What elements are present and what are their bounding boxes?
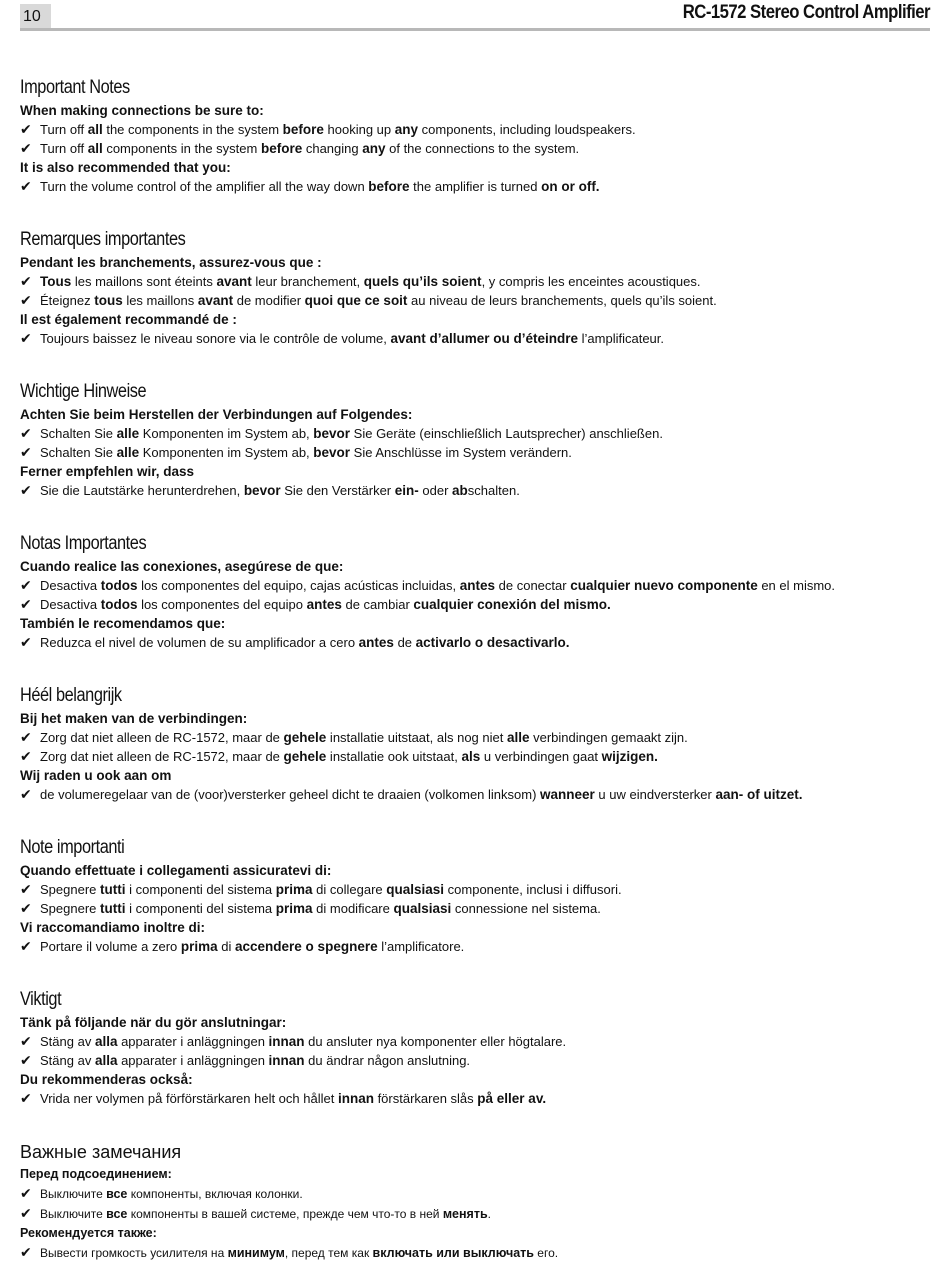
section-italian [20,837,932,956]
item-text: Sie den Verstärker [280,483,395,498]
emphasis-text: all [87,141,103,156]
recommendation-item [20,785,932,804]
item-text: les maillons [122,293,198,308]
emphasis-text: менять [442,1207,488,1221]
checkmark-icon: ✔ [20,1090,32,1106]
item-text: di modificare [312,901,394,916]
item-text: Выключите [40,1187,107,1201]
checkmark-icon: ✔ [20,444,32,460]
section-french [20,229,932,348]
checkmark-icon: ✔ [20,482,32,498]
emphasis-text: qualsiasi [386,882,445,897]
section-dutch [20,685,932,804]
item-text: di collegare [312,882,387,897]
emphasis-text: antes [306,597,342,612]
item-text: components, including loudspeakers. [418,122,636,137]
checklist-item [20,1051,932,1070]
item-text: los componentes del equipo [137,597,307,612]
checklist-item [20,120,932,139]
recommendation-heading: Wij raden u ook aan om [20,768,172,783]
emphasis-text: accendere o spegnere [235,939,378,954]
emphasis-text: wijzigen. [601,749,658,764]
item-text: l’amplificatore. [377,939,465,954]
section-spanish [20,533,932,652]
item-text: componente, inclusi i diffusori. [444,882,622,897]
checklist-item [20,880,932,899]
emphasis-text: tutti [100,882,126,897]
section-title: Viktigt [20,989,62,1010]
checklist-item [20,595,932,614]
emphasis-text: before [368,179,410,194]
recommendation-heading: Vi raccomandiamo inoltre di: [20,920,206,935]
emphasis-text: alle [116,426,140,441]
emphasis-text: все [106,1187,128,1201]
emphasis-text: qualsiasi [393,901,452,916]
emphasis-text: antes [459,578,496,593]
item-text: de cambiar [341,597,414,612]
checkmark-icon: ✔ [20,1244,32,1260]
checklist-item [20,1204,932,1224]
recommendation-item [20,481,932,500]
recommendation-heading: También le recomendamos que: [20,616,226,631]
emphasis-text: on or off. [541,179,600,194]
item-text: au niveau de leurs branchements, quels qu’ils soient. [407,293,717,308]
emphasis-text: avant [197,293,234,308]
recommendation-item [20,633,932,652]
checkmark-icon: ✔ [20,938,32,954]
item-text: installatie uitstaat, als nog niet [326,730,507,745]
connection-instructions-heading: When making connections be sure to: [20,103,264,118]
emphasis-text: prima [275,882,313,897]
item-text: the components in the system [102,122,283,137]
recommendation-item [20,1243,932,1263]
checkmark-icon: ✔ [20,1185,32,1201]
item-text: l’amplificateur. [578,331,665,346]
section-russian [20,1141,932,1263]
connection-instructions-heading: Bij het maken van de verbindingen: [20,711,248,726]
item-text: de volumeregelaar van de (voor)versterker geheel dicht te draaien (volkomen linksom) [40,787,541,802]
checklist-item [20,576,932,595]
section-title: Remarques importantes [20,229,186,250]
item-text: leur branchement, [251,274,364,289]
item-text: Sie die Lautstärke herunterdrehen, [40,483,244,498]
connection-instructions-heading: Achten Sie beim Herstellen der Verbindungen auf Folgendes: [20,407,413,422]
item-text: de conectar [495,578,571,593]
connection-instructions-heading: Tänk på följande när du gör anslutningar: [20,1015,287,1030]
item-text: Spegnere [40,901,100,916]
emphasis-text: aan- of uitzet. [715,787,803,802]
section-title: Note importanti [20,837,125,858]
item-text: du ändrar någon anslutning. [304,1053,471,1068]
section-title: Notas Importantes [20,533,147,554]
item-text: Spegnere [40,882,100,897]
emphasis-text: any [394,122,419,137]
item-text: Komponenten im System ab, [139,426,314,441]
item-text: , перед тем как [284,1246,373,1260]
emphasis-text: Tous [40,274,72,289]
checkmark-icon: ✔ [20,121,32,137]
checkmark-icon: ✔ [20,273,32,289]
item-text: компоненты в вашей системе, прежде чем что-то в ней [127,1207,443,1221]
item-text: Schalten Sie [40,445,117,460]
item-text: Turn the volume control of the amplifier all the way down [40,179,369,194]
recommendation-heading: It is also recommended that you: [20,160,231,175]
item-text: oder [418,483,453,498]
item-text: Portare il volume a zero [40,939,181,954]
checklist-item [20,443,932,462]
emphasis-text: bevor [313,445,351,460]
section-german [20,381,932,500]
checkmark-icon: ✔ [20,729,32,745]
emphasis-text: quels qu’ils soient [363,274,482,289]
emphasis-text: все [106,1207,128,1221]
checklist-item [20,291,932,310]
checkmark-icon: ✔ [20,140,32,156]
emphasis-text: cualquier nuevo componente [570,578,758,593]
checklist-item [20,272,932,291]
item-text: Reduzca el nivel de volumen de su amplificador a cero [40,635,359,650]
checkmark-icon: ✔ [20,596,32,612]
item-text: components in the system [102,141,261,156]
recommendation-item [20,329,932,348]
section-swedish [20,989,932,1108]
emphasis-text: включать или выключать [372,1246,534,1260]
recommendation-heading: Il est également recommandé de : [20,312,237,327]
item-text: Komponenten im System ab, [139,445,314,460]
checklist-item [20,424,932,443]
section-title: Héél belangrijk [20,685,122,706]
emphasis-text: todos [100,578,138,593]
item-text: Sie Geräte (einschließlich Lautsprecher) anschließen. [350,426,663,441]
section-title: Important Notes [20,77,130,98]
emphasis-text: quoi que ce soit [304,293,408,308]
item-text: Desactiva [40,578,101,593]
emphasis-text: alla [94,1053,118,1068]
emphasis-text: antes [358,635,394,650]
item-text: en el mismo. [757,578,836,593]
recommendation-heading: Du rekommenderas också: [20,1072,193,1087]
item-text: the amplifier is turned [409,179,542,194]
emphasis-text: tous [94,293,123,308]
item-text: Sie Anschlüsse im System verändern. [350,445,572,460]
checkmark-icon: ✔ [20,881,32,897]
item-text: di [217,939,236,954]
item-text: changing [302,141,363,156]
emphasis-text: alle [116,445,140,460]
item-text: Turn off [40,122,88,137]
emphasis-text: activarlo o desactivarlo. [415,635,570,650]
checkmark-icon: ✔ [20,330,32,346]
checkmark-icon: ✔ [20,634,32,650]
emphasis-text: before [260,141,303,156]
item-text: . [487,1207,492,1221]
emphasis-text: cualquier conexión del mismo. [413,597,611,612]
item-text: Éteignez [40,293,95,308]
emphasis-text: prima [275,901,313,916]
item-text: его. [533,1246,559,1260]
item-text: de modifier [233,293,305,308]
recommendation-heading: Ferner empfehlen wir, dass [20,464,195,479]
emphasis-text: bevor [243,483,281,498]
section-title: Важные замечания [20,1142,182,1162]
connection-instructions-heading: Quando effettuate i collegamenti assicuratevi di: [20,863,332,878]
emphasis-text: todos [100,597,138,612]
item-text: u verbindingen gaat [480,749,602,764]
item-text: les maillons sont éteints [71,274,217,289]
item-text: Выключите [40,1207,107,1221]
section-title: Wichtige Hinweise [20,381,147,402]
checklist-item [20,1184,932,1204]
emphasis-text: before [282,122,324,137]
recommendation-item [20,1089,932,1108]
item-text: Toujours baissez le niveau sonore via le contrôle de volume, [40,331,391,346]
item-text: Stäng av [40,1053,95,1068]
checkmark-icon: ✔ [20,748,32,764]
item-text: hooking up [323,122,395,137]
emphasis-text: avant d’allumer ou d’éteindre [390,331,579,346]
emphasis-text: innan [268,1034,305,1049]
emphasis-text: bevor [313,426,351,441]
page-number: 10 [20,4,51,28]
connection-instructions-heading: Перед подсоединением: [20,1167,172,1181]
item-text: i componenti del sistema [125,882,276,897]
item-text: apparater i anläggningen [117,1053,269,1068]
checkmark-icon: ✔ [20,1205,32,1221]
emphasis-text: als [461,749,481,764]
emphasis-text: wanneer [540,787,595,802]
item-text: i componenti del sistema [125,901,276,916]
checkmark-icon: ✔ [20,1033,32,1049]
item-text: connessione nel sistema. [451,901,601,916]
emphasis-text: any [362,141,386,156]
checklist-item [20,747,932,766]
item-text: installatie ook uitstaat, [326,749,462,764]
recommendation-item [20,177,932,196]
emphasis-text: минимум [227,1246,285,1260]
emphasis-text: ab [452,483,468,498]
item-text: los componentes del equipo, cajas acústicas incluidas, [137,578,460,593]
item-text: Вывести громкость усилителя на [40,1246,228,1260]
emphasis-text: all [87,122,103,137]
item-text: de [393,635,416,650]
emphasis-text: ein- [394,483,419,498]
item-text: förstärkaren slås [373,1091,478,1106]
recommendation-item [20,937,932,956]
checkmark-icon: ✔ [20,178,32,194]
checkmark-icon: ✔ [20,577,32,593]
checkmark-icon: ✔ [20,786,32,802]
page-header [20,0,930,34]
emphasis-text: tutti [100,901,126,916]
checkmark-icon: ✔ [20,1052,32,1068]
item-text: , y compris les enceintes acoustiques. [481,274,701,289]
emphasis-text: alle [506,730,530,745]
emphasis-text: alla [94,1034,118,1049]
item-text: компоненты, включая колонки. [127,1187,303,1201]
checklist-item [20,139,932,158]
header-rule [20,28,930,31]
item-text: Desactiva [40,597,101,612]
section-english [20,77,932,196]
checklist-item [20,728,932,747]
item-text: of the connections to the system. [385,141,580,156]
emphasis-text: prima [180,939,218,954]
emphasis-text: innan [337,1091,374,1106]
checkmark-icon: ✔ [20,425,32,441]
item-text: Turn off [40,141,88,156]
emphasis-text: innan [268,1053,305,1068]
item-text: apparater i anläggningen [117,1034,269,1049]
emphasis-text: på eller av. [477,1091,547,1106]
item-text: Vrida ner volymen på förförstärkaren helt och hållet [40,1091,338,1106]
document-title: RC-1572 Stereo Control Amplifier [682,2,930,23]
emphasis-text: avant [216,274,252,289]
item-text: u uw eindversterker [594,787,716,802]
emphasis-text: gehele [283,749,327,764]
connection-instructions-heading: Cuando realice las conexiones, asegúrese de que: [20,559,344,574]
checkmark-icon: ✔ [20,900,32,916]
item-text: Zorg dat niet alleen de RC-1572, maar de [40,730,284,745]
item-text: du ansluter nya komponenter eller högtalare. [304,1034,567,1049]
checklist-item [20,1032,932,1051]
checklist-item [20,899,932,918]
item-text: Zorg dat niet alleen de RC-1572, maar de [40,749,284,764]
item-text: Stäng av [40,1034,95,1049]
item-text: schalten. [467,483,520,498]
connection-instructions-heading: Pendant les branchements, assurez-vous que : [20,255,322,270]
emphasis-text: gehele [283,730,327,745]
item-text: verbindingen gemaakt zijn. [529,730,688,745]
checkmark-icon: ✔ [20,292,32,308]
item-text: Schalten Sie [40,426,117,441]
recommendation-heading: Рекомендуется также: [20,1226,157,1240]
